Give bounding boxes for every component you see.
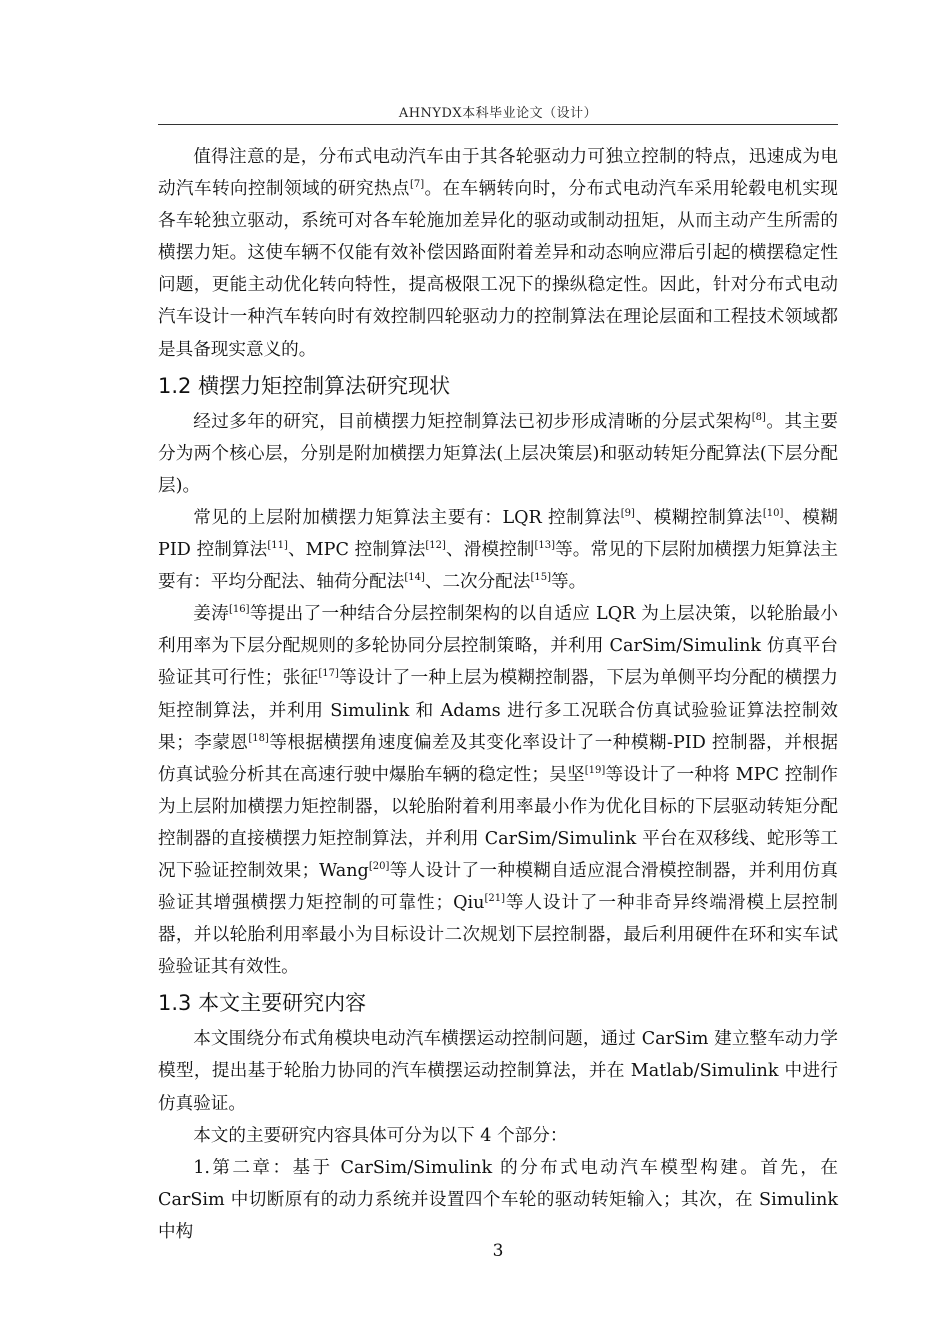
- citation: [20]: [368, 861, 390, 873]
- paragraph: 常见的上层附加横摆力矩算法主要有：LQR 控制算法[9]、模糊控制算法[10]、模糊 PID 控制算法[11]、MPC 控制算法[12]、滑模控制[13]等。常见的下层附加横摆力矩算法主要有：平均分配法、轴荷分配法[14]、二次分配法[15]等。: [158, 507, 838, 593]
- citation: [10]: [762, 508, 784, 520]
- citation: [21]: [484, 893, 505, 905]
- citation: [15]: [530, 572, 551, 584]
- section-heading-1-2: 1.2 横摆力矩控制算法研究现状: [158, 373, 451, 398]
- citation: [19]: [584, 764, 606, 776]
- citation: [14]: [404, 572, 425, 584]
- section-heading-1-3: 1.3 本文主要研究内容: [158, 991, 367, 1016]
- paragraph: 值得注意的是，分布式电动汽车由于其各轮驱动力可独立控制的特点，迅速成为电动汽车转向控制领域的研究热点[7]。在车辆转向时，分布式电动汽车采用轮毂电机实现各车轮独立驱动，系统可对各车轮施加差异化的驱动或制动扭矩，从而主动产生所需的横摆力矩。这使车辆不仅能有效补偿因路面附着差异和动态响应滞后引起的横摆稳定性问题，更能主动优化转向特性，提高极限工况下的操纵稳定性。因此，针对分布式电动汽车设计一种汽车转向时有效控制四轮驱动力的控制算法在理论层面和工程技术领域都是具备现实意义的。: [158, 147, 838, 360]
- running-header: AHNYDX本科毕业论文（设计）: [398, 106, 598, 121]
- citation: [9]: [620, 508, 635, 520]
- citation: [17]: [318, 668, 339, 680]
- citation: [16]: [229, 604, 250, 616]
- paragraph: 本文围绕分布式角模块电动汽车横摆运动控制问题，通过 CarSim 建立整车动力学模型，提出基于轮胎力协同的汽车横摆运动控制算法，并在 Matlab/Simulink 中进行仿真验证。: [158, 1029, 838, 1114]
- citation: [12]: [425, 540, 446, 552]
- paragraph: 姜涛[16]等提出了一种结合分层控制架构的以自适应 LQR 为上层决策，以轮胎最小利用率为下层分配规则的多轮协同分层控制策略，并利用 CarSim/Simulink 仿真平台验证其可行性；张征[17]等设计了一种上层为模糊控制器，下层为单侧平均分配的横摆力矩控制算法，并利用 Simulink 和 Adams 进行多工况联合仿真试验验证算法控制效果；李蒙恩[18]等根据横摆角速度偏差及其变化率设计了一种模糊-PID 控制器，并根据仿真试验分析其在高速行驶中爆胎车辆的稳定性；吴坚[19]等设计了一种将 MPC 控制作为上层附加横摆力矩控制器，以轮胎附着利用率最小作为优化目标的下层驱动转矩分配控制器的直接横摆力矩控制算法，并利用 CarSim/Simulink 平台在双移线、蛇形等工况下验证控制效果；Wang[20]等人设计了一种模糊自适应混合滑模控制器，并利用仿真验证其增强横摆力矩控制的可靠性；Qiu[21]等人设计了一种非奇异终端滑模上层控制器，并以轮胎利用率最小为目标设计二次规划下层控制器，最后利用硬件在环和实车试验验证其有效性。: [158, 604, 838, 978]
- page-body: [158, 141, 838, 1248]
- citation: [8]: [751, 411, 766, 423]
- citation: [13]: [534, 540, 555, 552]
- paragraph: 经过多年的研究，目前横摆力矩控制算法已初步形成清晰的分层式架构[8]。其主要分为两个核心层，分别是附加横摆力矩算法(上层决策层)和驱动转矩分配算法(下层分配层)。: [158, 411, 838, 496]
- page-number: 3: [492, 1241, 504, 1261]
- citation: [11]: [267, 540, 288, 552]
- paragraph: 1.第二章：基于 CarSim/Simulink 的分布式电动汽车模型构建。首先，在 CarSim 中切断原有的动力系统并设置四个车轮的驱动转矩输入；其次，在 Simulink 中构: [158, 1157, 838, 1242]
- citation: [7]: [409, 179, 425, 191]
- header-rule: [158, 124, 838, 125]
- paragraph: 本文的主要研究内容具体可分为以下 4 个部分：: [193, 1125, 568, 1146]
- citation: [18]: [248, 732, 269, 744]
